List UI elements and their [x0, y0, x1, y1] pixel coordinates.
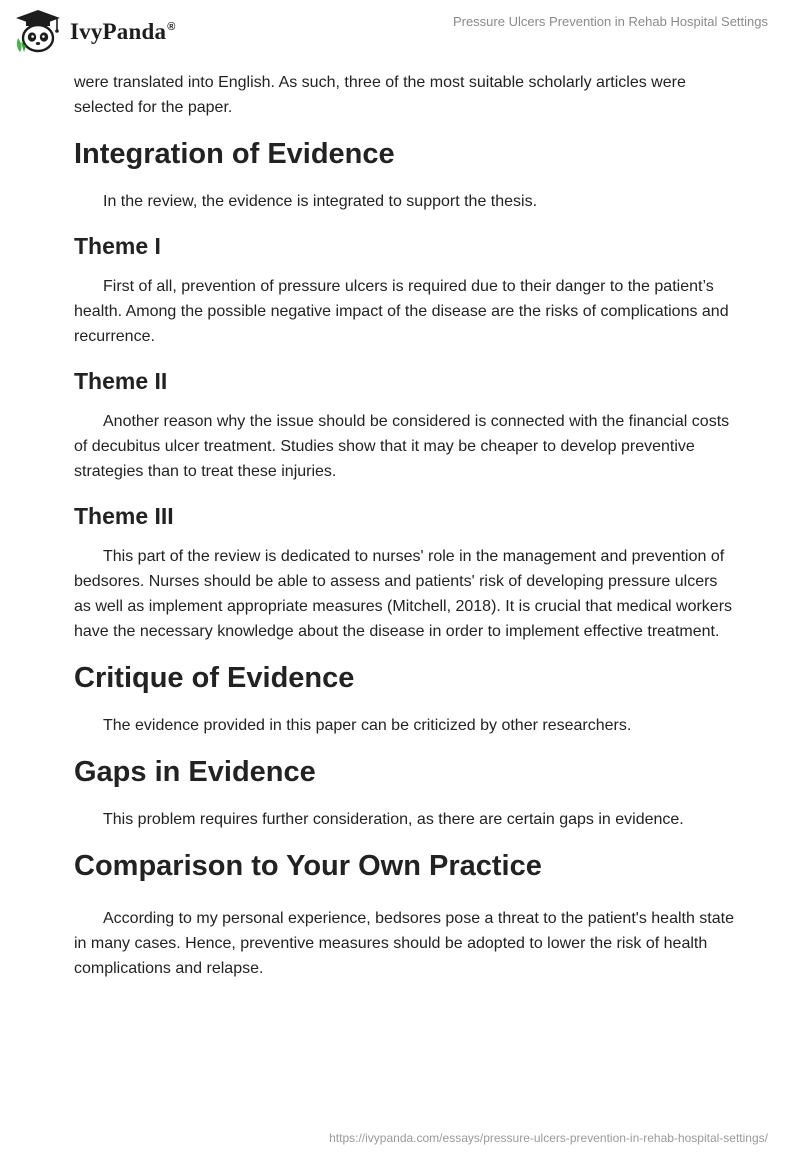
page-header: [0, 0, 800, 60]
paragraph-gaps: This problem requires further consideration, as there are certain gaps in evidence.: [103, 811, 684, 828]
ivypanda-logo[interactable]: [12, 8, 176, 54]
paragraph-critique: The evidence provided in this paper can be criticized by other researchers.: [103, 717, 632, 734]
paragraph-theme-2: Another reason why the issue should be considered is connected with the financial costs of decubitus ulcer treatment. Studies show that it may be cheaper to develop preventive strategies than to treat these injuries.: [74, 413, 730, 480]
heading-integration-of-evidence: Integration of Evidence: [74, 138, 395, 170]
paragraph-theme-1: First of all, prevention of pressure ulcers is required due to their danger to the patient’s health. Among the possible negative impact of the disease are the risks of complications and recurrence.: [74, 278, 729, 345]
registered-mark: ®: [167, 21, 176, 34]
heading-comparison-to-own-practice: Comparison to Your Own Practice: [74, 850, 542, 882]
intro-paragraph: were translated into English. As such, three of the most suitable scholarly articles were selected for the paper.: [74, 74, 686, 116]
source-url-link[interactable]: https://ivypanda.com/essays/pressure-ulcers-prevention-in-rehab-hospital-settings/: [329, 1131, 768, 1145]
paragraph-integration: In the review, the evidence is integrated to support the thesis.: [103, 193, 538, 210]
heading-gaps-in-evidence: Gaps in Evidence: [74, 756, 316, 788]
heading-theme-2: Theme II: [74, 368, 168, 394]
paragraph-comparison: According to my personal experience, bedsores pose a threat to the patient's health state in many cases. Hence, preventive measures should be adopted to lower the risk of health complications and relapse.: [74, 910, 734, 977]
logo-text: IvyPanda®: [70, 19, 176, 44]
heading-theme-3: Theme III: [74, 503, 174, 529]
essay-content: [74, 70, 734, 981]
heading-theme-1: Theme I: [74, 233, 161, 259]
paragraph-theme-3: This part of the review is dedicated to nurses' role in the management and prevention of bedsores. Nurses should be able to assess and patients' risk of developing pressure ulcers as well as implement appropriate measures (Mitchell, 2018). It is crucial that medical workers have the necessary knowledge about the disease in order to implement effective treatment.: [74, 548, 733, 640]
heading-critique-of-evidence: Critique of Evidence: [74, 662, 355, 694]
panda-graduate-icon: [12, 8, 64, 54]
document-title: Pressure Ulcers Prevention in Rehab Hospital Settings: [452, 14, 768, 29]
